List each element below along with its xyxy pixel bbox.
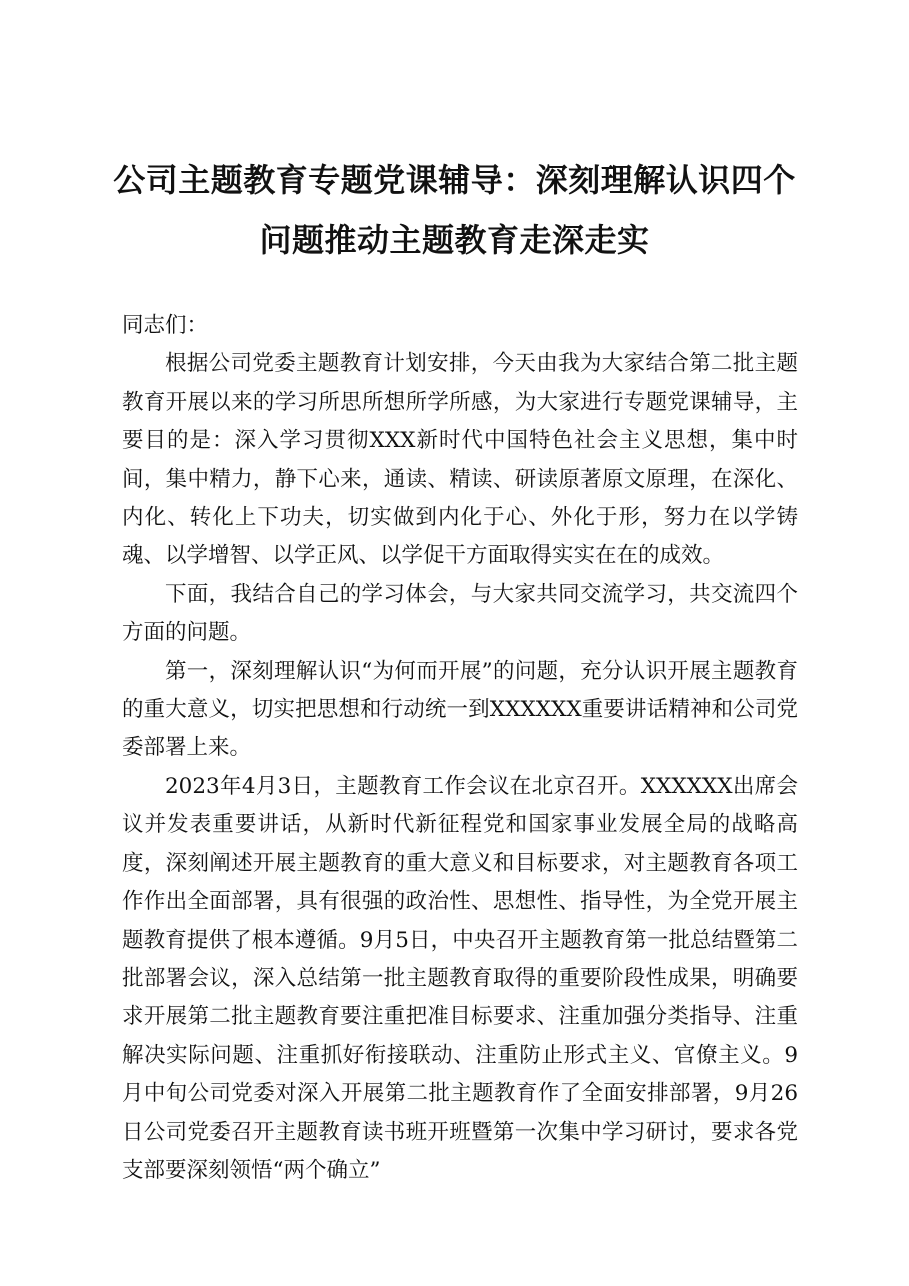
body-paragraph: 2023年4月3日，主题教育工作会议在北京召开。XXXXXX出席会议并发表重要讲话，从新时代新征程党和国家事业发展全局的战略高度，深刻阐述开展主题教育的重大意义和目标要求，对主题教育各项工作作出全面部署，具有很强的政治性、思想性、指导性，为全党开展主题教育提供了根本遵循。9月5日，中央召开主题教育第一批总结暨第二批部署会议，深入总结第一批主题教育取得的重要阶段性成果，明确要求开展第二批主题教育要注重把准目标要求、注重加强分类指导、注重解决实际问题、注重抓好衔接联动、注重防止形式主义、官僚主义。9月中旬公司党委对深入开展第二批主题教育作了全面安排部署，9月26日公司党委召开主题教育读书班开班暨第一次集中学习研讨，要求各党支部要深刻领悟“两个确立” [122, 773, 798, 1183]
document-title: 公司主题教育专题党课辅导：深刻理解认识四个问题推动主题教育走深走实 [113, 161, 796, 259]
document-body [122, 307, 798, 1190]
greeting-line: 同志们： [122, 313, 209, 338]
body-paragraph: 第一，深刻理解认识“为何而开展”的问题，充分认识开展主题教育的重大意义，切实把思想和行动统一到XXXXXX重要讲话精神和公司党委部署上来。 [122, 658, 798, 761]
body-paragraph: 根据公司党委主题教育计划安排，今天由我为大家结合第二批主题教育开展以来的学习所思所想所学所感，为大家进行专题党课辅导，主要目的是：深入学习贯彻XXX新时代中国特色社会主义思想，集中时间，集中精力，静下心来，通读、精读、研读原著原文原理，在深化、内化、转化上下功夫，切实做到内化于心、外化于形，努力在以学铸魂、以学增智、以学正风、以学促干方面取得实实在在的成效。 [122, 351, 798, 569]
body-paragraph: 下面，我结合自己的学习体会，与大家共同交流学习，共交流四个方面的问题。 [122, 581, 798, 646]
